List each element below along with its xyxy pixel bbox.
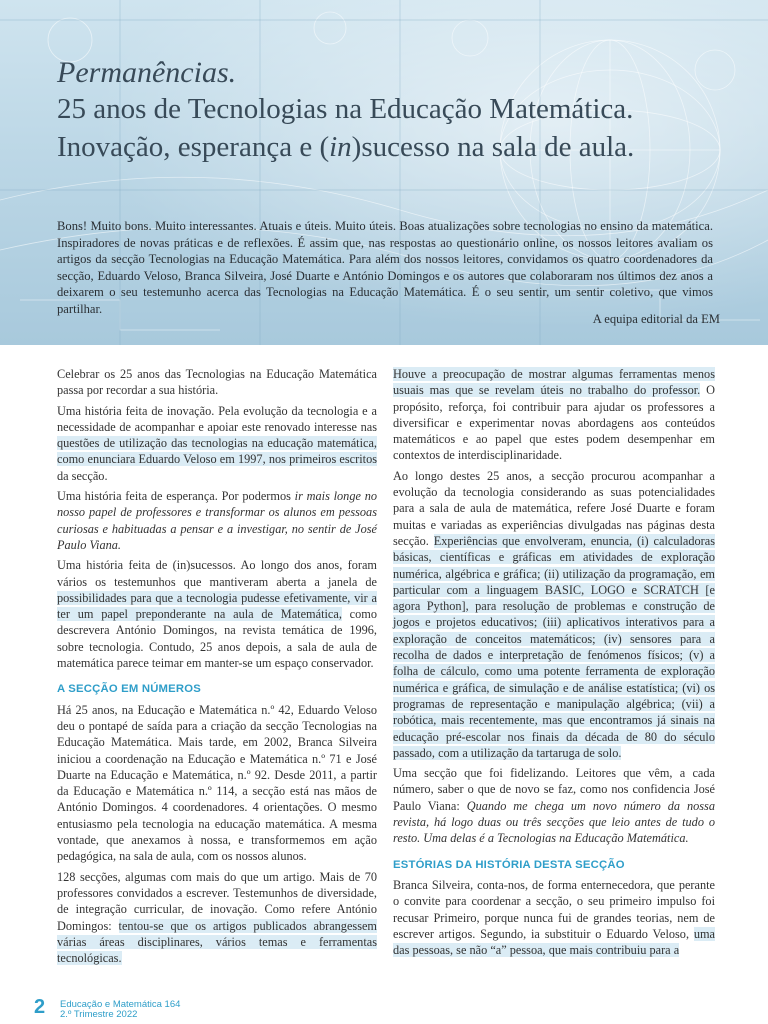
intro-paragraph: Bons! Muito bons. Muito interessantes. Atuais e úteis. Muito úteis. Boas atualizações sobre tecnologias no ensino da matemática. Inspiradores de novas práticas e de reflexões. É assim que, nas respostas ao questionário online, os nossos leitores avaliam os artigos da secção Tecnologias na Educação Matemática. Para além dos nossos leitores, convidamos os quatro coordenadores da secção, Eduardo Veloso, Branca Silveira, José Duarte e António Domingos e os autores que colaboraram nos últimos dez anos a deixarem o seu testemunho acerca das Tecnologias na Educação Matemática. É o seu sentir, um sentir coletivo, que vimos partilhar. xyxy=(57,219,713,316)
title-line-1: Permanências. xyxy=(57,56,237,89)
left-p3-quote: ir mais longe no nosso papel de professores e transformar os alunos em pessoas curiosas e habituadas a pensar e a investigar, no sentir de José Paulo Viana. xyxy=(57,489,377,552)
right-paragraph-4 xyxy=(393,877,715,958)
editorial-signature: A equipa editorial da EM xyxy=(592,312,720,326)
right-p4-highlight: uma das pessoas, se não “a” pessoa, que mais contribuiu para a xyxy=(393,926,715,958)
title-line-3-part-b: in xyxy=(329,131,352,163)
right-paragraph-1 xyxy=(393,366,715,464)
right-p2-highlight: Experiências que envolveram, enuncia, (i) calculadoras básicas, científicas e gráficas em atividades de exploração numérica, algébrica e gráfica; (ii) utilização da programação, em particular com a linguagem BASIC, LOGO e SCRATCH [e agora Python], para resolução de problemas e construção de jogos e projetos educativos; (iii) aplicativos interativos para a exploração de conceitos matemáticos; (iv) sensores para a recolha de dados e interpretação de fenómenos físicos; (v) a folha de cálculo, como uma potente ferramenta de exploração numérica e gráfica, de simulação e de análise estatística; (vi) os programas de representação e manipulação algébrica; (vii) a robótica, mais recentemente, mas que encontramos já sinais na educação pré-escolar nos finais da década de 80 do século passado, com a utilização da tartaruga de solo. xyxy=(393,533,715,760)
right-p4-a: Branca Silveira, conta-nos, de forma enternecedora, que perante o convite para coordenar a secção, o seu primeiro impulso foi recusar Primeiro, porque nunca fui de grandes teorias, nem de escrever artigos. Segundo, ia substituir o Eduardo Veloso, xyxy=(393,877,715,941)
left-p2-a: Uma história feita de inovação. Pela evolução da tecnologia e a necessidade de acompanhar e apoiar este renovado interesse nas xyxy=(57,403,377,434)
right-paragraph-3 xyxy=(393,765,715,846)
right-p1-highlight: Houve a preocupação de mostrar algumas ferramentas menos usuais mas que se revelam úteis no trabalho do professor. xyxy=(393,367,715,398)
journal-name: Educação e Matemática 164 xyxy=(60,999,181,1010)
title-line-3-part-a: Inovação, esperança e ( xyxy=(57,131,330,163)
left-paragraph-6 xyxy=(57,869,377,967)
right-p3-a: Uma secção que foi fidelizando. Leitores que vêm, a cada número, saber o que de novo se faz, como nos confidencia José Paulo Viana: xyxy=(393,766,715,813)
title-line-2: 25 anos de Tecnologias na Educação Matemática. xyxy=(57,93,634,125)
journal-issue: 2.º Trimestre 2022 xyxy=(60,1009,138,1020)
header-banner xyxy=(0,0,768,345)
title-line-3 xyxy=(57,128,634,166)
left-paragraph-4 xyxy=(57,557,377,671)
left-p2-highlight: questões de utilização das tecnologias na educação matemática, como enunciara Eduardo Veloso em 1997, nos primeiros escritos xyxy=(57,436,377,467)
left-p4-c: como descrevera António Domingos, na revista temática de 1996, sobre tecnologia. Contudo, 25 anos depois, a sala de aula de matemática parece teimar em manter-se um espaço conservador. xyxy=(57,607,377,671)
left-paragraph-2 xyxy=(57,403,377,484)
section-heading-numbers: A SECÇÃO EM NÚMEROS xyxy=(57,683,201,696)
right-paragraph-2 xyxy=(393,468,715,761)
left-paragraph-3 xyxy=(57,488,377,553)
left-p3-a: Uma história feita de esperança. Por podermos xyxy=(57,489,295,504)
left-p4-a: Uma história feita de (in)sucessos. Ao longo dos anos, foram vários os testemunhos que mantiveram aberta a janela de xyxy=(57,558,377,589)
left-column xyxy=(57,366,377,970)
page-number: 2 xyxy=(34,996,46,1018)
left-paragraph-5: Há 25 anos, na Educação e Matemática n.º 42, Eduardo Veloso deu o pontapé de saída para a criação da secção Tecnologias na Educação Matemática. Mais tarde, em 2002, Branca Silveira iniciou a coordenação na Educação e Matemática n.º 71 e José Duarte na Educação e Matemática, n.º 92. Desde 2011, a partir da Educação e Matemática n.º 114, a secção está nas mãos de António Domingos. 4 coordenadores. 4 orientações. O mesmo entusiasmo pela tecnologia na educação matemática. A mesma vontade, que anexamos à nossa, e transformemos em ação pedagógica, na sala de aula, com os nossos alunos. xyxy=(57,702,377,864)
right-column xyxy=(393,366,715,962)
section-heading-stories: ESTÓRIAS DA HISTÓRIA DESTA SECÇÃO xyxy=(393,858,625,871)
article-title xyxy=(57,56,634,166)
left-paragraph-1: Celebrar os 25 anos das Tecnologias na Educação Matemática passa por recordar a sua história. xyxy=(57,367,377,398)
right-p2-a: Ao longo destes 25 anos, a secção procurou acompanhar a evolução da tecnologia considerando as suas potencialidades para a sala de aula de matemática, refere José Duarte e foram muitas e variadas as experiências divulgadas nas páginas desta secção. xyxy=(393,468,715,548)
journal-info xyxy=(60,1000,180,1020)
right-p1-b: O propósito, reforça, foi contribuir para ajudar os professores a diversificar e experimentar novas abordagens aos conteúdos matemáticos e ao papel que estes podem desempenhar em contextos de interdisciplinaridade. xyxy=(393,383,716,463)
left-p2-c: da secção. xyxy=(57,468,108,483)
left-p4-highlight: possibilidades para que a tecnologia pudesse efetivamente, vir a ter um papel preponderante na aula de Matemática, xyxy=(57,590,377,622)
left-p6-a: 128 secções, algumas com mais do que um artigo. Mais de 70 professores convidados a escrever. Testemunhos de diversidade, de integração curricular, de inovação. Como refere António Domingos: xyxy=(57,869,377,933)
right-p3-quote: Quando me chega um novo número da nossa revista, há logo duas ou três secções que leio antes de tudo o resto. Uma delas é a Tecnologias na Educação Matemática. xyxy=(393,798,715,846)
left-p6-highlight: tentou-se que os artigos publicados abrangessem várias áreas disciplinares, vários temas e ferramentas tecnológicas. xyxy=(57,918,377,966)
title-line-3-part-c: )sucesso na sala de aula. xyxy=(351,131,635,163)
